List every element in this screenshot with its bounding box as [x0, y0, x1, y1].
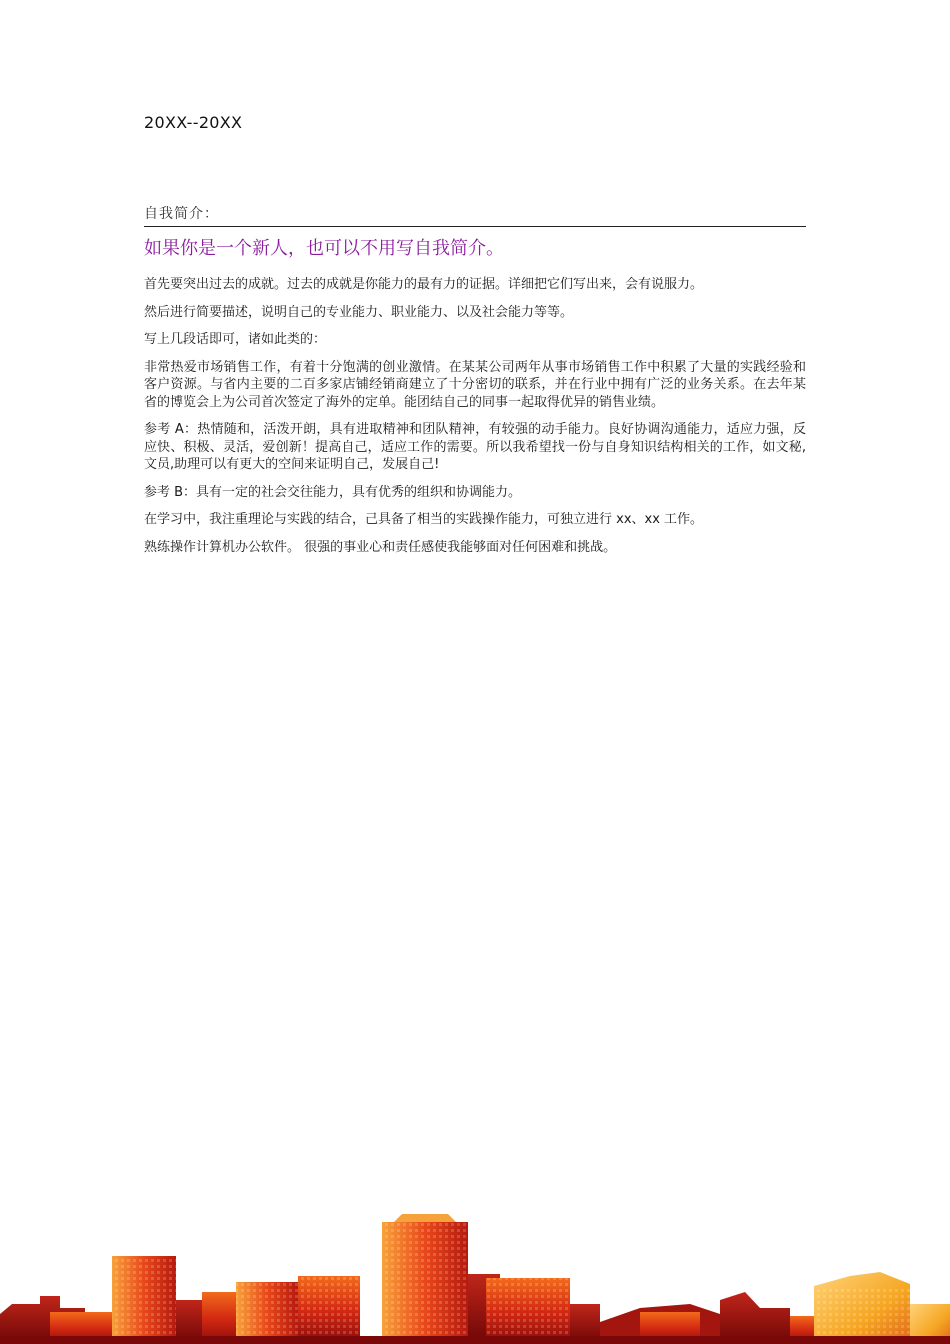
paragraph: 参考 A：热情随和，活泼开朗，具有进取精神和团队精神，有较强的动手能力。良好协调沟通能力，适应力强，反应快、积极、灵活，爱创新！提高自己，适应工作的需要。所以我希望找一份与自身知识结构相关的工作，如文秘,文员,助理可以有更大的空间来证明自己，发展自己! — [144, 422, 806, 472]
paragraph: 参考 B：具有一定的社会交往能力，具有优秀的组织和协调能力。 — [144, 484, 522, 500]
section-title: 自我简介： — [144, 206, 219, 222]
paragraph: 然后进行简要描述，说明自己的专业能力、职业能力、以及社会能力等等。 — [144, 304, 574, 320]
city-skyline-decoration — [0, 1204, 950, 1344]
paragraph: 写上几段话即可，诸如此类的： — [144, 332, 327, 347]
headline: 如果你是一个新人，也可以不用写自我简介。 — [144, 238, 504, 259]
resume-content — [144, 236, 806, 566]
paragraph: 首先要突出过去的成就。过去的成就是你能力的最有力的证据。详细把它们写出来，会有说服力。 — [144, 277, 704, 292]
section-header — [144, 203, 806, 227]
paragraph: 熟练操作计算机办公软件。 很强的事业心和责任感使我能够面对任何困难和挑战。 — [144, 539, 617, 555]
paragraph: 在学习中，我注重理论与实践的结合，己具备了相当的实践操作能力，可独立进行 xx、xx 工作。 — [144, 512, 704, 527]
paragraph: 非常热爱市场销售工作，有着十分饱满的创业激情。在某某公司两年从事市场销售工作中积累了大量的实践经验和客户资源。与省内主要的二百多家店铺经销商建立了十分密切的联系，并在行业中拥有广泛的业务关系。在去年某省的博览会上为公司首次签定了海外的定单。能团结自己的同事一起取得优异的销售业绩。 — [144, 359, 806, 410]
date-range: 20XX--20XX — [144, 113, 243, 132]
